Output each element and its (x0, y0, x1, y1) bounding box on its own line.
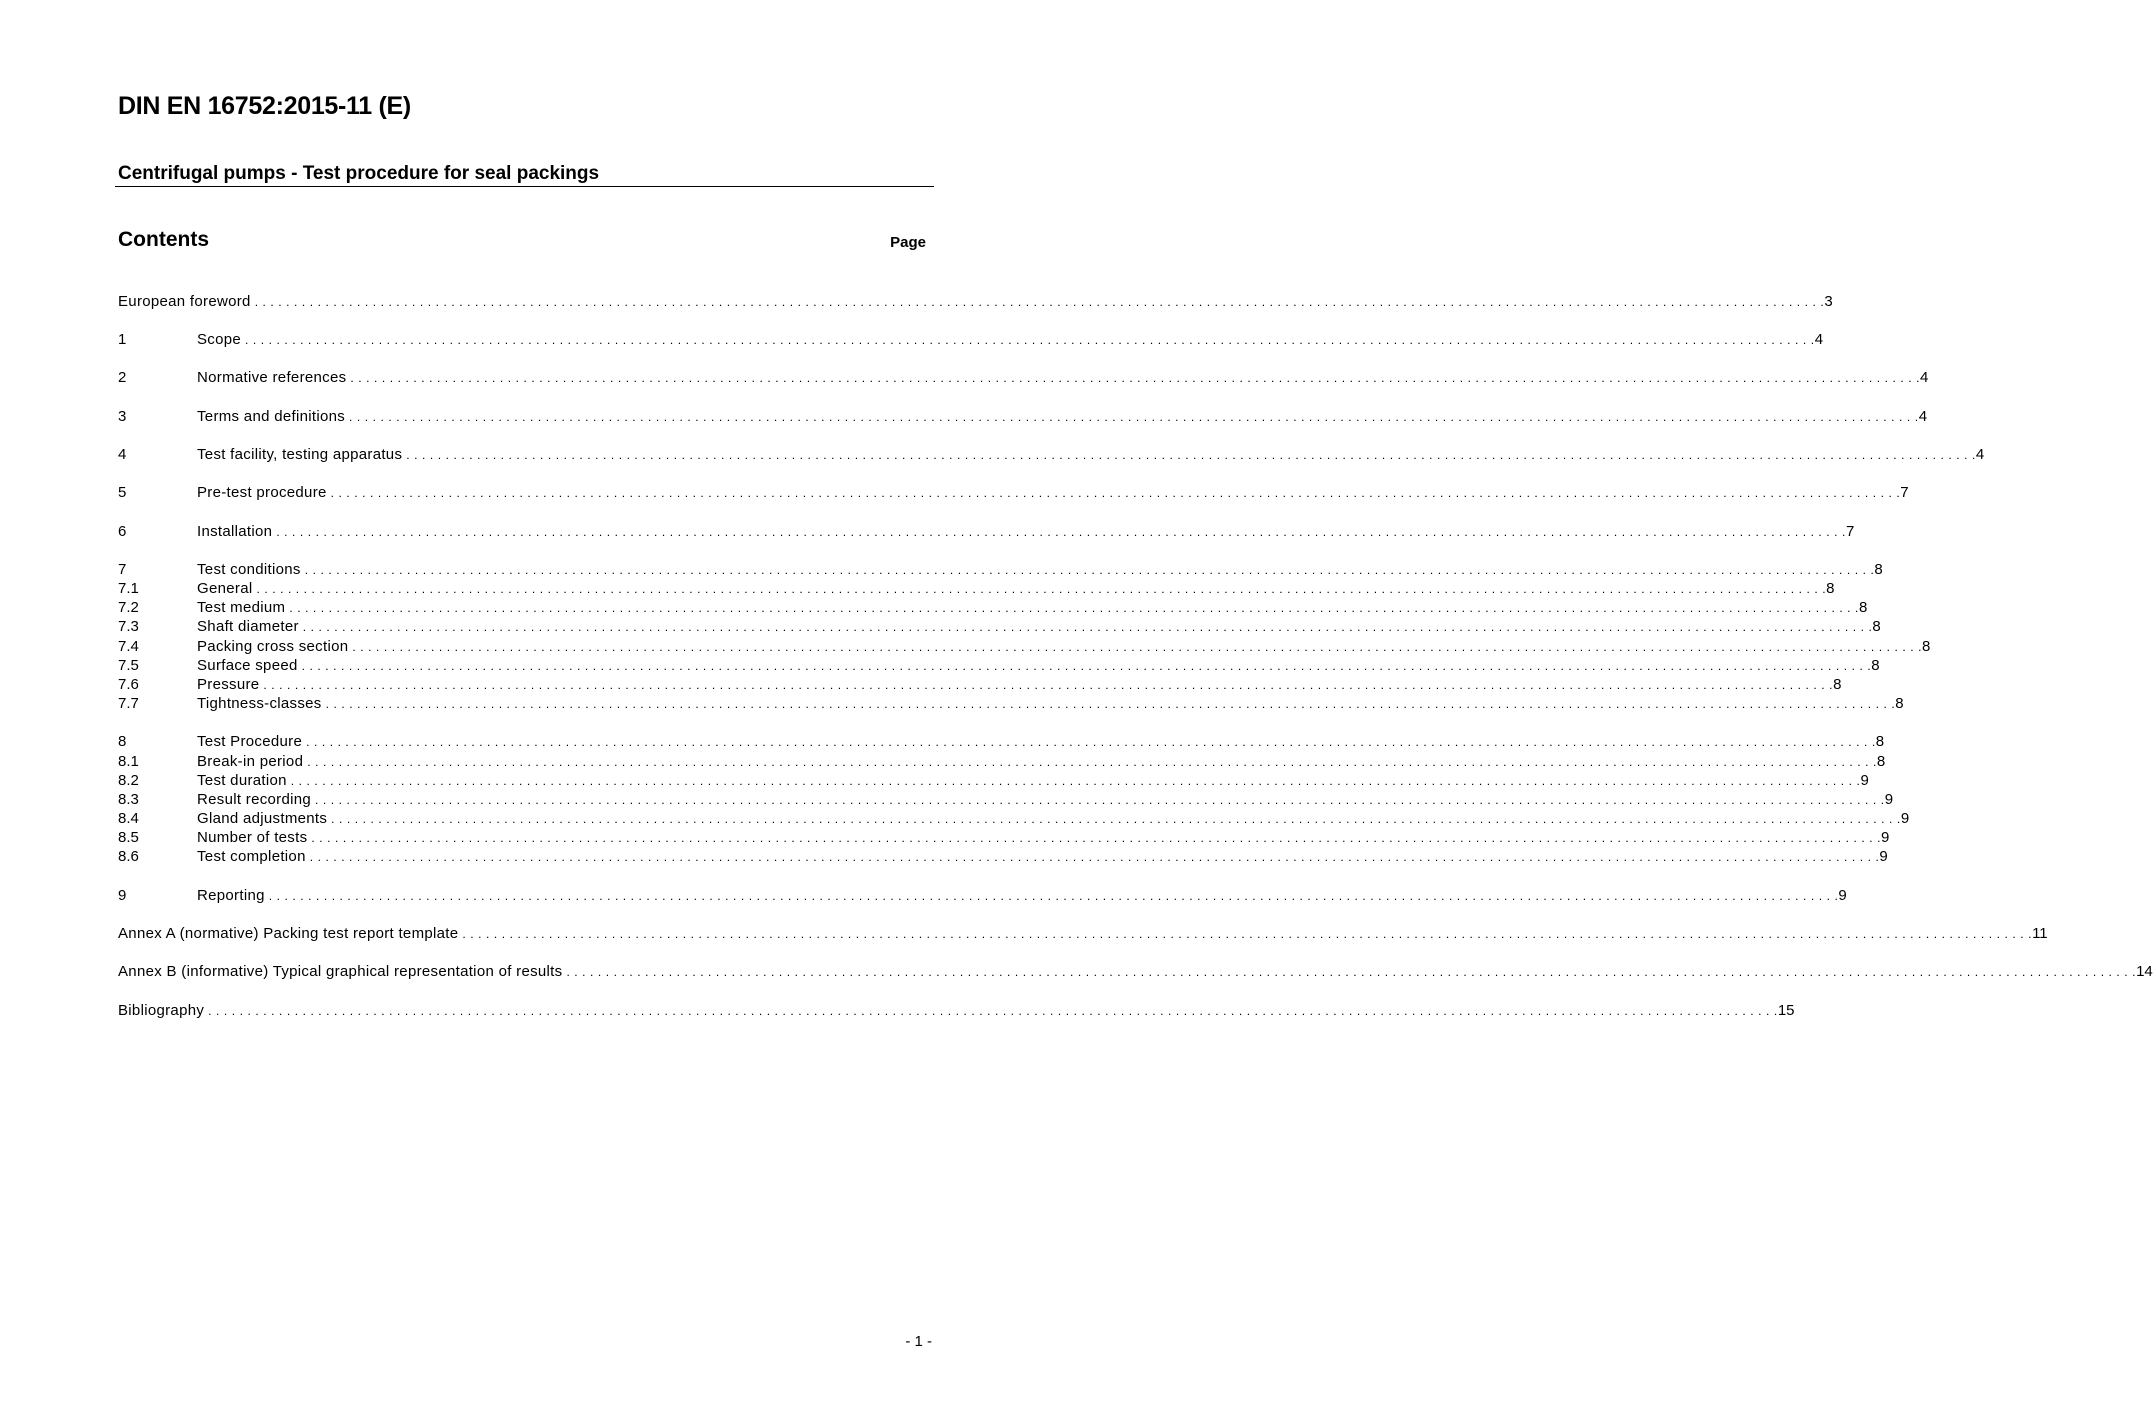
toc-entry-title: General (197, 580, 253, 597)
toc-entry[interactable] (118, 330, 1824, 349)
toc-entry-title: Test duration (197, 772, 287, 789)
toc-entry[interactable] (118, 694, 1904, 713)
toc-entry-title: Reporting (197, 887, 265, 904)
toc-entry-number: 8 (118, 733, 127, 750)
page-column-label: Page (890, 234, 926, 251)
toc-entry-number: 8.5 (118, 829, 139, 846)
toc-entry-number: 4 (118, 446, 127, 463)
toc-entry-number: 7.6 (118, 676, 139, 693)
document-subtitle: Centrifugal pumps - Test procedure for seal packings (118, 163, 600, 184)
toc-entry[interactable] (118, 560, 1883, 579)
toc-entry-number: 8.6 (118, 848, 139, 865)
toc-dot-leader: . . . . . . . . . . . . . . . . . . . . . . . . . . . . . . . . . . . . . . . . . . . . . . . . . . . . . . . . . . . . . . . . . . . . . . . . . . . . . . . . . . . . . . . . . . . . . . . . . . . . . . . . . . . . . . . . . . . . . . . . . . . . . . . . . . . . . . . . . . . . . . . . . . . . . . . . . . . . . . . . . . . . . . . . . . . . . . . . . . . . . . . . . . . . . . . . . . . . . . . . (331, 812, 1901, 826)
toc-entry[interactable] (118, 809, 1910, 828)
toc-dot-leader: . . . . . . . . . . . . . . . . . . . . . . . . . . . . . . . . . . . . . . . . . . . . . . . . . . . . . . . . . . . . . . . . . . . . . . . . . . . . . . . . . . . . . . . . . . . . . . . . . . . . . . . . . . . . . . . . . . . . . . . . . . . . . . . . . . . . . . . . . . . . . . . . . . . . . . . . . . . . . . . . . . . . . . . . . . . . . . . . . . . . . . . . . . . . . . . . . . . . . . . . (304, 563, 1875, 577)
toc-dot-leader: . . . . . . . . . . . . . . . . . . . . . . . . . . . . . . . . . . . . . . . . . . . . . . . . . . . . . . . . . . . . . . . . . . . . . . . . . . . . . . . . . . . . . . . . . . . . . . . . . . . . . . . . . . . . . . . . . . . . . . . . . . . . . . . . . . . . . . . . . . . . . . . . . . . . . . . . . . . . . . . . . . . . . . . . . . . . . . . . . . . . . . . . . . . . . . . . . . . . . . . . (350, 371, 1921, 385)
toc-dot-leader: . . . . . . . . . . . . . . . . . . . . . . . . . . . . . . . . . . . . . . . . . . . . . . . . . . . . . . . . . . . . . . . . . . . . . . . . . . . . . . . . . . . . . . . . . . . . . . . . . . . . . . . . . . . . . . . . . . . . . . . . . . . . . . . . . . . . . . . . . . . . . . . . . . . . . . . . . . . . . . . . . . . . . . . . . . . . . . . . . . . . . . . . . . . . . . . . . . . . . . . . (462, 927, 2033, 941)
toc-entry-number: 3 (118, 408, 127, 425)
toc-entry[interactable] (118, 292, 1833, 311)
toc-dot-leader: . . . . . . . . . . . . . . . . . . . . . . . . . . . . . . . . . . . . . . . . . . . . . . . . . . . . . . . . . . . . . . . . . . . . . . . . . . . . . . . . . . . . . . . . . . . . . . . . . . . . . . . . . . . . . . . . . . . . . . . . . . . . . . . . . . . . . . . . . . . . . . . . . . . . . . . . . . . . . . . . . . . . . . . . . . . . . . . . . . . . . . . . . . . . . . . . . . . . . . . . (566, 965, 2137, 979)
toc-dot-leader: . . . . . . . . . . . . . . . . . . . . . . . . . . . . . . . . . . . . . . . . . . . . . . . . . . . . . . . . . . . . . . . . . . . . . . . . . . . . . . . . . . . . . . . . . . . . . . . . . . . . . . . . . . . . . . . . . . . . . . . . . . . . . . . . . . . . . . . . . . . . . . . . . . . . . . . . . . . . . . . . . . . . . . . . . . . . . . . . . . . . . . . . . . . . . . . . . . . . . . . . (276, 525, 1846, 539)
toc-entry-page: 8 (1858, 599, 1868, 616)
toc-entry-title: Normative references (197, 369, 347, 386)
toc-entry-number: 8.4 (118, 810, 139, 827)
toc-entry-title: European foreword (118, 293, 251, 310)
toc-entry-number: 7.4 (118, 638, 139, 655)
toc-entry-number: 6 (118, 523, 127, 540)
toc-entry-title: Installation (197, 523, 273, 540)
toc-dot-leader: . . . . . . . . . . . . . . . . . . . . . . . . . . . . . . . . . . . . . . . . . . . . . . . . . . . . . . . . . . . . . . . . . . . . . . . . . . . . . . . . . . . . . . . . . . . . . . . . . . . . . . . . . . . . . . . . . . . . . . . . . . . . . . . . . . . . . . . . . . . . . . . . . . . . . . . . . . . . . . . . . . . . . . . . . . . . . . . . . . . . . . . . . . . . . . . . . . . . . . . . (352, 640, 1923, 654)
toc-dot-leader: . . . . . . . . . . . . . . . . . . . . . . . . . . . . . . . . . . . . . . . . . . . . . . . . . . . . . . . . . . . . . . . . . . . . . . . . . . . . . . . . . . . . . . . . . . . . . . . . . . . . . . . . . . . . . . . . . . . . . . . . . . . . . . . . . . . . . . . . . . . . . . . . . . . . . . . . . . . . . . . . . . . . . . . . . . . . . . . . . . . . . . . . . . . . . . . . . . . . . . . . (290, 774, 1861, 788)
toc-entry[interactable] (118, 445, 1985, 464)
toc-dot-leader: . . . . . . . . . . . . . . . . . . . . . . . . . . . . . . . . . . . . . . . . . . . . . . . . . . . . . . . . . . . . . . . . . . . . . . . . . . . . . . . . . . . . . . . . . . . . . . . . . . . . . . . . . . . . . . . . . . . . . . . . . . . . . . . . . . . . . . . . . . . . . . . . . . . . . . . . . . . . . . . . . . . . . . . . . . . . . . . . . . . . . . . . . . . . . . . . . . . . . . . . (406, 448, 1976, 462)
toc-entry-title: Tightness-classes (197, 695, 322, 712)
toc-entry-page: 8 (1871, 657, 1880, 674)
toc-entry-number: 1 (118, 331, 127, 348)
toc-entry-title: Test completion (197, 848, 306, 865)
toc-entry[interactable] (118, 924, 2048, 943)
toc-entry-title: Break-in period (197, 753, 304, 770)
toc-entry-page: 9 (1900, 810, 1910, 827)
toc-entry[interactable] (118, 675, 1842, 694)
toc-entry-page: 8 (1872, 618, 1881, 635)
toc-entry-page: 9 (1838, 887, 1847, 904)
toc-entry-number: 7.1 (118, 580, 139, 597)
toc-entry-page: 4 (1920, 369, 1929, 386)
toc-entry-number: 5 (118, 484, 127, 501)
toc-entry-page: 4 (1975, 446, 1985, 463)
toc-entry[interactable] (118, 1001, 1795, 1020)
toc-entry-page: 7 (1845, 523, 1855, 540)
toc-entry[interactable] (118, 886, 1847, 905)
toc-entry-page: 8 (1833, 676, 1842, 693)
toc-entry-page: 7 (1900, 484, 1909, 501)
toc-entry-page: 11 (2032, 925, 2048, 942)
toc-entry-number: 7.2 (118, 599, 139, 616)
toc-entry-page: 8 (1895, 695, 1904, 712)
document-id: DIN EN 16752:2015-11 (E) (118, 92, 411, 120)
toc-entry-page: 9 (1860, 772, 1869, 789)
toc-entry-title: Test Procedure (197, 733, 303, 750)
toc-entry-page: 8 (1876, 753, 1886, 770)
toc-entry-title: Scope (197, 331, 242, 348)
toc-entry[interactable] (118, 637, 1931, 656)
toc-entry[interactable] (118, 617, 1881, 636)
toc-entry[interactable] (118, 407, 1928, 426)
toc-entry[interactable] (118, 771, 1869, 790)
title-rule (115, 186, 934, 187)
toc-entry-page: 3 (1824, 293, 1833, 310)
toc-entry[interactable] (118, 847, 1888, 866)
toc-dot-leader: . . . . . . . . . . . . . . . . . . . . . . . . . . . . . . . . . . . . . . . . . . . . . . . . . . . . . . . . . . . . . . . . . . . . . . . . . . . . . . . . . . . . . . . . . . . . . . . . . . . . . . . . . . . . . . . . . . . . . . . . . . . . . . . . . . . . . . . . . . . . . . . . . . . . . . . . . . . . . . . . . . . . . . . . . . . . . . . . . . . . . . . . . . . . . . . . . . . . . . . . (256, 582, 1827, 596)
toc-entry-page: 8 (1875, 733, 1885, 750)
toc-entry-number: 7.5 (118, 657, 139, 674)
toc-entry[interactable] (118, 598, 1868, 617)
toc-dot-leader: . . . . . . . . . . . . . . . . . . . . . . . . . . . . . . . . . . . . . . . . . . . . . . . . . . . . . . . . . . . . . . . . . . . . . . . . . . . . . . . . . . . . . . . . . . . . . . . . . . . . . . . . . . . . . . . . . . . . . . . . . . . . . . . . . . . . . . . . . . . . . . . . . . . . . . . . . . . . . . . . . . . . . . . . . . . . . . . . . . . . . . . . . . . . . . . . . . . . . . . . (315, 793, 1885, 807)
toc-entry-title: Surface speed (197, 657, 298, 674)
toc-entry-page: 14 (2136, 963, 2153, 980)
toc-entry-title: Test facility, testing apparatus (197, 446, 403, 463)
toc-entry[interactable] (118, 368, 1929, 387)
toc-entry-number: 7 (118, 561, 127, 578)
toc-entry-number: 8.3 (118, 791, 139, 808)
toc-dot-leader: . . . . . . . . . . . . . . . . . . . . . . . . . . . . . . . . . . . . . . . . . . . . . . . . . . . . . . . . . . . . . . . . . . . . . . . . . . . . . . . . . . . . . . . . . . . . . . . . . . . . . . . . . . . . . . . . . . . . . . . . . . . . . . . . . . . . . . . . . . . . . . . . . . . . . . . . . . . . . . . . . . . . . . . . . . . . . . . . . . . . . . . . . . . . . . . . . . . . . . . . (301, 659, 1872, 673)
toc-entry-number: 8.2 (118, 772, 139, 789)
toc-dot-leader: . . . . . . . . . . . . . . . . . . . . . . . . . . . . . . . . . . . . . . . . . . . . . . . . . . . . . . . . . . . . . . . . . . . . . . . . . . . . . . . . . . . . . . . . . . . . . . . . . . . . . . . . . . . . . . . . . . . . . . . . . . . . . . . . . . . . . . . . . . . . . . . . . . . . . . . . . . . . . . . . . . . . . . . . . . . . . . . . . . . . . . . . . . . . . . . . . . . . . . . . (289, 601, 1859, 615)
toc-dot-leader: . . . . . . . . . . . . . . . . . . . . . . . . . . . . . . . . . . . . . . . . . . . . . . . . . . . . . . . . . . . . . . . . . . . . . . . . . . . . . . . . . . . . . . . . . . . . . . . . . . . . . . . . . . . . . . . . . . . . . . . . . . . . . . . . . . . . . . . . . . . . . . . . . . . . . . . . . . . . . . . . . . . . . . . . . . . . . . . . . . . . . . . . . . . . . . . . . . . . . . . . (307, 755, 1877, 769)
toc-entry-title: Number of tests (197, 829, 308, 846)
toc-entry[interactable] (118, 522, 1855, 541)
toc-entry[interactable] (118, 732, 1885, 751)
toc-dot-leader: . . . . . . . . . . . . . . . . . . . . . . . . . . . . . . . . . . . . . . . . . . . . . . . . . . . . . . . . . . . . . . . . . . . . . . . . . . . . . . . . . . . . . . . . . . . . . . . . . . . . . . . . . . . . . . . . . . . . . . . . . . . . . . . . . . . . . . . . . . . . . . . . . . . . . . . . . . . . . . . . . . . . . . . . . . . . . . . . . . . . . . . . . . . . . . . . . . . . . . . . (349, 410, 1919, 424)
toc-entry[interactable] (118, 752, 1886, 771)
toc-entry-page: 8 (1826, 580, 1835, 597)
toc-entry-number: 2 (118, 369, 127, 386)
toc-dot-leader: . . . . . . . . . . . . . . . . . . . . . . . . . . . . . . . . . . . . . . . . . . . . . . . . . . . . . . . . . . . . . . . . . . . . . . . . . . . . . . . . . . . . . . . . . . . . . . . . . . . . . . . . . . . . . . . . . . . . . . . . . . . . . . . . . . . . . . . . . . . . . . . . . . . . . . . . . . . . . . . . . . . . . . . . . . . . . . . . . . . . . . . . . . . . . . . . . . . . . . . . (302, 620, 1873, 634)
toc-dot-leader: . . . . . . . . . . . . . . . . . . . . . . . . . . . . . . . . . . . . . . . . . . . . . . . . . . . . . . . . . . . . . . . . . . . . . . . . . . . . . . . . . . . . . . . . . . . . . . . . . . . . . . . . . . . . . . . . . . . . . . . . . . . . . . . . . . . . . . . . . . . . . . . . . . . . . . . . . . . . . . . . . . . . . . . . . . . . . . . . . . . . . . . . . . . . . . . . . . . . . . . . (208, 1004, 1778, 1018)
toc-entry-page: 9 (1881, 829, 1890, 846)
toc-entry-title: Test conditions (197, 561, 301, 578)
toc-entry[interactable] (118, 656, 1880, 675)
toc-dot-leader: . . . . . . . . . . . . . . . . . . . . . . . . . . . . . . . . . . . . . . . . . . . . . . . . . . . . . . . . . . . . . . . . . . . . . . . . . . . . . . . . . . . . . . . . . . . . . . . . . . . . . . . . . . . . . . . . . . . . . . . . . . . . . . . . . . . . . . . . . . . . . . . . . . . . . . . . . . . . . . . . . . . . . . . . . . . . . . . . . . . . . . . . . . . . . . . . . . . . . . . . (254, 295, 1825, 309)
footer-page-number: - 1 - (905, 1333, 932, 1350)
toc-entry[interactable] (118, 579, 1835, 598)
toc-entry-page: 8 (1874, 561, 1883, 578)
toc-dot-leader: . . . . . . . . . . . . . . . . . . . . . . . . . . . . . . . . . . . . . . . . . . . . . . . . . . . . . . . . . . . . . . . . . . . . . . . . . . . . . . . . . . . . . . . . . . . . . . . . . . . . . . . . . . . . . . . . . . . . . . . . . . . . . . . . . . . . . . . . . . . . . . . . . . . . . . . . . . . . . . . . . . . . . . . . . . . . . . . . . . . . . . . . . . . . . . . . . . . . . . . . (306, 735, 1876, 749)
toc-entry-title: Terms and definitions (197, 408, 346, 425)
toc-entry-number: 7.3 (118, 618, 139, 635)
toc-entry-title: Gland adjustments (197, 810, 328, 827)
toc-entry-page: 15 (1777, 1002, 1795, 1019)
toc-entry-page: 9 (1879, 848, 1888, 865)
toc-entry-title: Annex B (informative) Typical graphical representation of results (118, 963, 563, 980)
toc-entry-number: 9 (118, 887, 127, 904)
toc-entry-page: 8 (1922, 638, 1931, 655)
toc-entry-page: 4 (1814, 331, 1824, 348)
toc-entry-page: 4 (1918, 408, 1928, 425)
toc-dot-leader: . . . . . . . . . . . . . . . . . . . . . . . . . . . . . . . . . . . . . . . . . . . . . . . . . . . . . . . . . . . . . . . . . . . . . . . . . . . . . . . . . . . . . . . . . . . . . . . . . . . . . . . . . . . . . . . . . . . . . . . . . . . . . . . . . . . . . . . . . . . . . . . . . . . . . . . . . . . . . . . . . . . . . . . . . . . . . . . . . . . . . . . . . . . . . . . . . . . . . . . . (330, 486, 1901, 500)
toc-dot-leader: . . . . . . . . . . . . . . . . . . . . . . . . . . . . . . . . . . . . . . . . . . . . . . . . . . . . . . . . . . . . . . . . . . . . . . . . . . . . . . . . . . . . . . . . . . . . . . . . . . . . . . . . . . . . . . . . . . . . . . . . . . . . . . . . . . . . . . . . . . . . . . . . . . . . . . . . . . . . . . . . . . . . . . . . . . . . . . . . . . . . . . . . . . . . . . . . . . . . . . . . (268, 889, 1839, 903)
toc-entry-title: Bibliography (118, 1002, 205, 1019)
toc-entry-title: Packing cross section (197, 638, 349, 655)
toc-dot-leader: . . . . . . . . . . . . . . . . . . . . . . . . . . . . . . . . . . . . . . . . . . . . . . . . . . . . . . . . . . . . . . . . . . . . . . . . . . . . . . . . . . . . . . . . . . . . . . . . . . . . . . . . . . . . . . . . . . . . . . . . . . . . . . . . . . . . . . . . . . . . . . . . . . . . . . . . . . . . . . . . . . . . . . . . . . . . . . . . . . . . . . . . . . . . . . . . . . . . . . . . (263, 678, 1834, 692)
toc-dot-leader: . . . . . . . . . . . . . . . . . . . . . . . . . . . . . . . . . . . . . . . . . . . . . . . . . . . . . . . . . . . . . . . . . . . . . . . . . . . . . . . . . . . . . . . . . . . . . . . . . . . . . . . . . . . . . . . . . . . . . . . . . . . . . . . . . . . . . . . . . . . . . . . . . . . . . . . . . . . . . . . . . . . . . . . . . . . . . . . . . . . . . . . . . . . . . . . . . . . . . . . . (325, 697, 1896, 711)
toc-dot-leader: . . . . . . . . . . . . . . . . . . . . . . . . . . . . . . . . . . . . . . . . . . . . . . . . . . . . . . . . . . . . . . . . . . . . . . . . . . . . . . . . . . . . . . . . . . . . . . . . . . . . . . . . . . . . . . . . . . . . . . . . . . . . . . . . . . . . . . . . . . . . . . . . . . . . . . . . . . . . . . . . . . . . . . . . . . . . . . . . . . . . . . . . . . . . . . . . . . . . . . . . (311, 831, 1882, 845)
contents-heading: Contents (118, 228, 209, 251)
toc-entry-title: Pre-test procedure (197, 484, 327, 501)
toc-entry[interactable] (118, 962, 2153, 981)
toc-entry-title: Pressure (197, 676, 260, 693)
toc-entry-page: 9 (1884, 791, 1894, 808)
toc-dot-leader: . . . . . . . . . . . . . . . . . . . . . . . . . . . . . . . . . . . . . . . . . . . . . . . . . . . . . . . . . . . . . . . . . . . . . . . . . . . . . . . . . . . . . . . . . . . . . . . . . . . . . . . . . . . . . . . . . . . . . . . . . . . . . . . . . . . . . . . . . . . . . . . . . . . . . . . . . . . . . . . . . . . . . . . . . . . . . . . . . . . . . . . . . . . . . . . . . . . . . . . . (245, 333, 1815, 347)
toc-entry-number: 7.7 (118, 695, 139, 712)
toc-entry-title: Result recording (197, 791, 312, 808)
toc-entry-number: 8.1 (118, 753, 139, 770)
toc-dot-leader: . . . . . . . . . . . . . . . . . . . . . . . . . . . . . . . . . . . . . . . . . . . . . . . . . . . . . . . . . . . . . . . . . . . . . . . . . . . . . . . . . . . . . . . . . . . . . . . . . . . . . . . . . . . . . . . . . . . . . . . . . . . . . . . . . . . . . . . . . . . . . . . . . . . . . . . . . . . . . . . . . . . . . . . . . . . . . . . . . . . . . . . . . . . . . . . . . . . . . . . . (309, 850, 1880, 864)
toc-entry[interactable] (118, 483, 1909, 502)
toc-entry-title: Shaft diameter (197, 618, 299, 635)
toc-entry-title: Test medium (197, 599, 286, 616)
toc-entry-title: Annex A (normative) Packing test report template (118, 925, 459, 942)
toc-entry[interactable] (118, 790, 1894, 809)
toc-entry[interactable] (118, 828, 1890, 847)
